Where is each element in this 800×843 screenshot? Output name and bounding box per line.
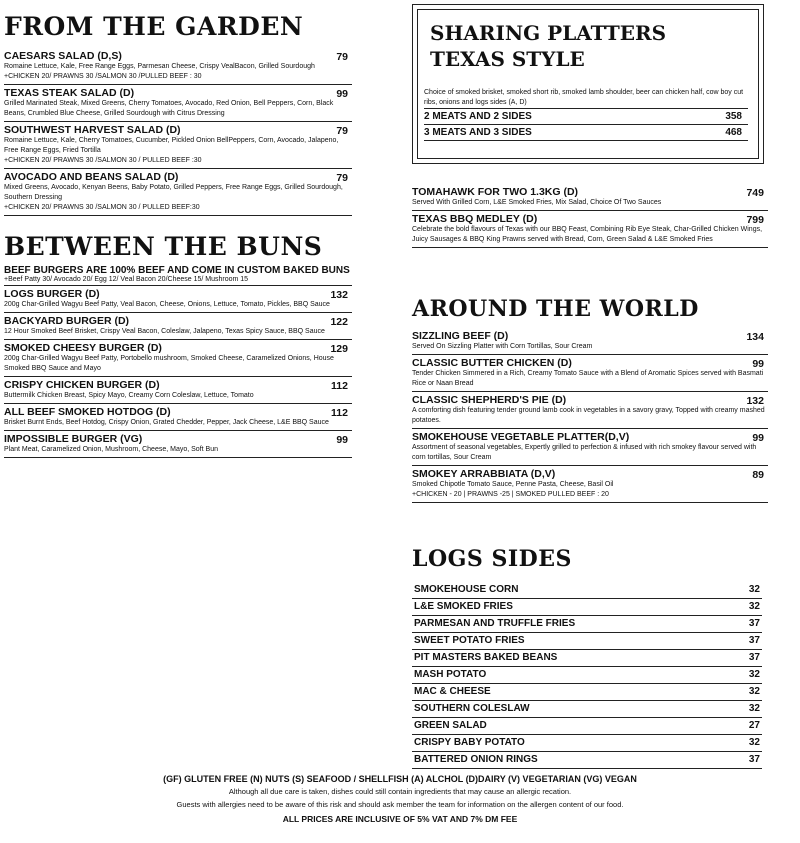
section-title-sides: LOGS SIDES	[412, 546, 572, 572]
world-item-name: CLASSIC BUTTER CHICKEN (D)	[412, 357, 572, 369]
world-item-price: 134	[746, 331, 764, 343]
side-item-name: GREEN SALAD	[414, 720, 487, 731]
garden-item-price: 79	[336, 125, 348, 137]
platter-item-description: Served With Grilled Corn, L&E Smoked Fries, Mix Salad, Choice Of Two Sauces	[412, 199, 662, 206]
platter-item-price: 799	[746, 214, 764, 226]
garden-item-description: Romaine Lettuce, Kale, Cherry Tomatoes, Cucumber, Pickled Onion BellPeppers, Corn, Avocado, Jalapeno, Free Range Eggs, Fried Tortilla	[4, 137, 339, 154]
world-item-name: SMOKEHOUSE VEGETABLE PLATTER(D,V)	[412, 431, 630, 443]
side-item-name: MAC & CHEESE	[414, 686, 491, 697]
burger-item	[4, 286, 352, 313]
platter-option-price: 358	[725, 111, 742, 122]
garden-item-name: AVOCADO AND BEANS SALAD (D)	[4, 171, 179, 183]
platter-items	[412, 184, 768, 248]
platters-title-line2: TEXAS STYLE	[430, 47, 585, 71]
buns-addons: +Beef Patty 30/ Avocado 20/ Egg 12/ Veal Bacon 20/Cheese 15/ Mushroom 15	[4, 276, 352, 286]
side-item-price: 32	[748, 703, 760, 714]
side-item-price: 32	[748, 686, 760, 697]
side-item	[412, 616, 762, 633]
side-item-price: 37	[748, 618, 760, 629]
side-item	[412, 633, 762, 650]
world-item	[412, 429, 768, 466]
sharing-platters-box	[412, 4, 764, 164]
burger-item-price: 112	[331, 407, 348, 419]
world-item-price: 99	[752, 432, 764, 444]
world-item	[412, 328, 768, 355]
buns-subtitle: BEEF BURGERS ARE 100% BEEF AND COME IN CUSTOM BAKED BUNS	[4, 265, 350, 276]
side-item	[412, 684, 762, 701]
burger-item-name: LOGS BURGER (D)	[4, 288, 100, 300]
side-item-price: 32	[748, 584, 760, 595]
garden-item-addons: +CHICKEN 20/ PRAWNS 30 /SALMON 30 /PULLED BEEF : 30	[4, 73, 202, 80]
garden-item	[4, 122, 352, 169]
burger-item-price: 99	[336, 434, 348, 446]
garden-item	[4, 48, 352, 85]
side-item-name: SWEET POTATO FRIES	[414, 635, 525, 646]
footer	[0, 772, 800, 826]
world-item	[412, 466, 768, 503]
platter-option-row	[424, 125, 748, 141]
world-item-name: CLASSIC SHEPHERD'S PIE (D)	[412, 394, 567, 406]
side-item-name: PIT MASTERS BAKED BEANS	[414, 652, 558, 663]
garden-item-name: CAESARS SALAD (D,S)	[4, 50, 122, 62]
section-title-garden: FROM THE GARDEN	[4, 12, 304, 41]
platter-options	[418, 108, 758, 141]
platter-option-price: 468	[725, 127, 742, 138]
garden-item-price: 79	[336, 172, 348, 184]
burger-item	[4, 340, 352, 377]
platter-item-name: TOMAHAWK FOR TWO 1.3KG (D)	[412, 186, 579, 198]
burger-item-price: 112	[331, 380, 348, 392]
garden-item-description: Grilled Marinated Steak, Mixed Greens, Cherry Tomatoes, Avocado, Red Onion, Bell Peppers, Corn, Black Beans, Crumbled Blue Cheese, Grilled Sourdough with Citrus Dressing	[4, 100, 334, 117]
allergen-legend: (GF) GLUTEN FREE (N) NUTS (S) SEAFOOD / SHELLFISH (A) ALCHOL (D)DAIRY (V) VEGETARIAN (VG) VEGAN	[163, 774, 637, 784]
burger-item-price: 129	[330, 343, 348, 355]
platter-option-label: 3 MEATS AND 3 SIDES	[424, 127, 532, 138]
world-item-description: Served On Sizzling Platter with Corn Tortillas, Sour Cream	[412, 343, 593, 350]
side-item	[412, 735, 762, 752]
side-item	[412, 718, 762, 735]
left-column	[4, 14, 352, 458]
garden-item-addons: +CHICKEN 20/ PRAWNS 30 /SALMON 30 / PULLED BEEF:30	[4, 204, 200, 211]
sides-section	[412, 548, 762, 769]
world-list	[412, 328, 768, 503]
side-item-price: 32	[748, 737, 760, 748]
side-item	[412, 667, 762, 684]
allergen-guidance: Guests with allergies need to be aware of this risk and should ask member the team for information on the allergen content of our food.	[176, 800, 624, 809]
allergen-notice: Although all due care is taken, dishes could still contain ingredients that may cause an allergic recation.	[228, 787, 572, 796]
world-section	[412, 298, 768, 503]
burger-item-description: 12 Hour Smoked Beef Brisket, Crispy Veal Bacon, Coleslaw, Jalapeno, Texas Spicy Sauce, BBQ Sauce	[4, 328, 325, 335]
platters-title	[418, 10, 758, 72]
garden-item-price: 79	[336, 51, 348, 63]
side-item-price: 27	[748, 720, 760, 731]
side-item	[412, 582, 762, 599]
platter-item	[412, 211, 768, 248]
burger-item-description: Buttermilk Chicken Breast, Spicy Mayo, Creamy Corn Coleslaw, Lettuce, Tomato	[4, 392, 254, 399]
burger-item	[4, 404, 352, 431]
world-item-description: Assortment of seasonal vegetables, Expertly grilled to perfection & infused with rich smokey flavour served with corn tortillas, Sour Cream	[412, 444, 757, 461]
burger-item-description: Plant Meat, Caramelized Onion, Mushroom, Cheese, Mayo, Soft Bun	[4, 446, 218, 453]
world-item-description: Tender Chicken Simmered in a Rich, Creamy Tomato Sauce with a Blend of Aromatic Spices served with Basmati Rice or Naan Bread	[412, 370, 764, 387]
side-item	[412, 701, 762, 718]
garden-list	[4, 48, 352, 216]
side-item-price: 32	[748, 601, 760, 612]
side-item-name: CRISPY BABY POTATO	[414, 737, 525, 748]
side-item	[412, 752, 762, 769]
burger-item-name: ALL BEEF SMOKED HOTDOG (D)	[4, 406, 171, 418]
side-item-name: BATTERED ONION RINGS	[414, 754, 538, 765]
world-item-name: SIZZLING BEEF (D)	[412, 330, 509, 342]
side-item-name: L&E SMOKED FRIES	[414, 601, 513, 612]
burger-item-price: 122	[330, 316, 348, 328]
side-item-price: 37	[748, 652, 760, 663]
burger-item-name: SMOKED CHEESY BURGER (D)	[4, 342, 162, 354]
garden-item-name: TEXAS STEAK SALAD (D)	[4, 87, 135, 99]
burger-item-name: IMPOSSIBLE BURGER (VG)	[4, 433, 143, 445]
platter-item-description: Celebrate the bold flavours of Texas with our BBQ Feast, Combining Rib Eye Steak, Char-Grilled Chicken Wings, Juicy Sausages & BBQ King Prawns served with Bread, Corn, Green Salad & L&E Smoked Fries	[412, 226, 763, 243]
world-item	[412, 392, 768, 429]
garden-item	[4, 169, 352, 216]
side-item-price: 37	[748, 635, 760, 646]
section-title-buns: BETWEEN THE BUNS	[4, 232, 323, 261]
world-item	[412, 355, 768, 392]
world-item-price: 89	[752, 469, 764, 481]
garden-item-price: 99	[336, 88, 348, 100]
side-item-price: 32	[748, 669, 760, 680]
platter-item-name: TEXAS BBQ MEDLEY (D)	[412, 213, 538, 225]
side-item	[412, 650, 762, 667]
garden-item-addons: +CHICKEN 20/ PRAWNS 30 /SALMON 30 / PULLED BEEF :30	[4, 157, 202, 164]
platter-item	[412, 184, 768, 211]
buns-list	[4, 286, 352, 458]
world-item-price: 99	[752, 358, 764, 370]
platters-description: Choice of smoked brisket, smoked short rib, smoked lamb shoulder, beer can chicken half, cow boy cut ribs, onions and logs sides (A, D)	[424, 89, 744, 106]
world-item-addons: +CHICKEN - 20 | PRAWNS -25 | SMOKED PULLED BEEF : 20	[412, 491, 609, 498]
garden-item-description: Romaine Lettuce, Kale, Free Range Eggs, Parmesan Cheese, Crispy VealBacon, Grilled Sourdough	[4, 63, 315, 70]
platter-option-row	[424, 108, 748, 125]
burger-item	[4, 377, 352, 404]
side-item-name: MASH POTATO	[414, 669, 487, 680]
world-item-price: 132	[746, 395, 764, 407]
burger-item-description: 200g Char-Grilled Wagyu Beef Patty, Veal Bacon, Cheese, Onions, Lettuce, Tomato, Pickles, BBQ Sauce	[4, 301, 330, 308]
platter-option-label: 2 MEATS AND 2 SIDES	[424, 111, 532, 122]
side-item	[412, 599, 762, 616]
burger-item-name: CRISPY CHICKEN BURGER (D)	[4, 379, 160, 391]
sharing-platters-inner	[417, 9, 759, 159]
sides-list	[412, 582, 762, 769]
burger-item-price: 132	[330, 289, 348, 301]
garden-item	[4, 85, 352, 122]
side-item-name: SOUTHERN COLESLAW	[414, 703, 530, 714]
side-item-name: PARMESAN AND TRUFFLE FRIES	[414, 618, 576, 629]
garden-item-description: Mixed Greens, Avocado, Kenyan Beens, Baby Potato, Grilled Peppers, Free Range Eggs, Grilled Sourdough, Southern Dressing	[4, 184, 343, 201]
garden-item-name: SOUTHWEST HARVEST SALAD (D)	[4, 124, 181, 136]
burger-item	[4, 431, 352, 458]
side-item-price: 37	[748, 754, 760, 765]
burger-item-name: BACKYARD BURGER (D)	[4, 315, 130, 327]
section-title-world: AROUND THE WORLD	[412, 296, 699, 322]
world-item-description: A comforting dish featuring tender ground lamb cook in vegetables in a savory gravy, Topped with creamy mashed potatoes.	[412, 407, 765, 424]
platter-item-price: 749	[746, 187, 764, 199]
platters-title-line1: SHARING PLATTERS	[430, 21, 667, 45]
burger-item-description: 200g Char-Grilled Wagyu Beef Patty, Portobello mushroom, Smoked Cheese, Caramelized Onions, House Smoked BBQ Sauce and Mayo	[4, 355, 334, 372]
world-item-name: SMOKEY ARRABBIATA (D,V)	[412, 468, 556, 480]
price-note: ALL PRICES ARE INCLUSIVE OF 5% VAT AND 7% DM FEE	[282, 814, 518, 824]
world-item-description: Smoked Chipotle Tomato Sauce, Penne Pasta, Cheese, Basil Oil	[412, 481, 614, 488]
burger-item	[4, 313, 352, 340]
side-item-name: SMOKEHOUSE CORN	[414, 584, 519, 595]
burger-item-description: Brisket Burnt Ends, Beef Hotdog, Crispy Onion, Grated Chedder, Pepper, Jack Cheese, L&E BBQ Sauce	[4, 419, 329, 426]
